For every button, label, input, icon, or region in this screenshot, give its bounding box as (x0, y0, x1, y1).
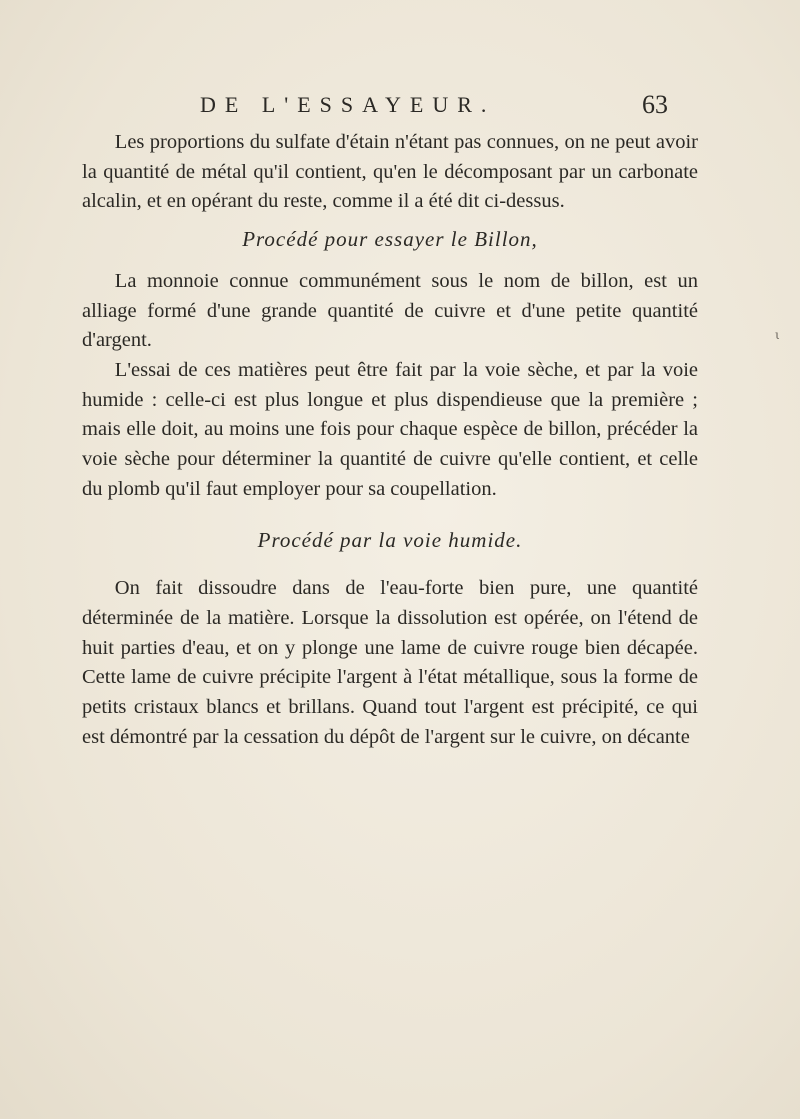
paragraph: Les proportions du sulfate d'étain n'étant pas connues, on ne peut avoir la quantité de métal qu'il contient, qu'en le décomposant par un carbonate alcalin, et en opérant du reste, comme il a été dit ci-dessus. (82, 131, 698, 213)
paragraph: L'essai de ces matières peut être fait par la voie sèche, et par la voie humide : celle-ci est plus longue et plus dispendieuse que la première ; mais elle doit, au moins une fois pour chaque espèce de billon, précéder la voie sèche pour déterminer la quantité de cuivre qu'elle contient, et celle du plomb qu'il faut employer pour sa coupellation. (82, 358, 698, 500)
body-text (82, 128, 698, 752)
section-heading-billon: Procédé pour essayer le Billon, (242, 227, 538, 252)
paragraph: La monnoie connue communément sous le nom de billon, est un alliage formé d'une grande quantité de cuivre et d'une petite quantité d'argent. (82, 269, 698, 352)
page-number: 63 (642, 90, 668, 119)
margin-mark: ι (775, 328, 780, 342)
section-heading-voie-humide: Procédé par la voie humide. (257, 528, 523, 553)
running-head: DE L'ESSAYEUR. (200, 92, 496, 117)
paragraph: On fait dissoudre dans de l'eau-forte bien pure, une quantité déterminée de la matière. Lorsque la dissolution est opérée, on l'étend de huit parties d'eau, et on y plonge une lame de cuivre rouge bien décapée. Cette lame de cuivre précipite l'argent à l'état métallique, sous la forme de petits cristaux blancs et brillans. Quand tout l'argent est précipité, ce qui est démontré par la cessation du dépôt de l'argent sur le cuivre, on décante (82, 577, 698, 748)
